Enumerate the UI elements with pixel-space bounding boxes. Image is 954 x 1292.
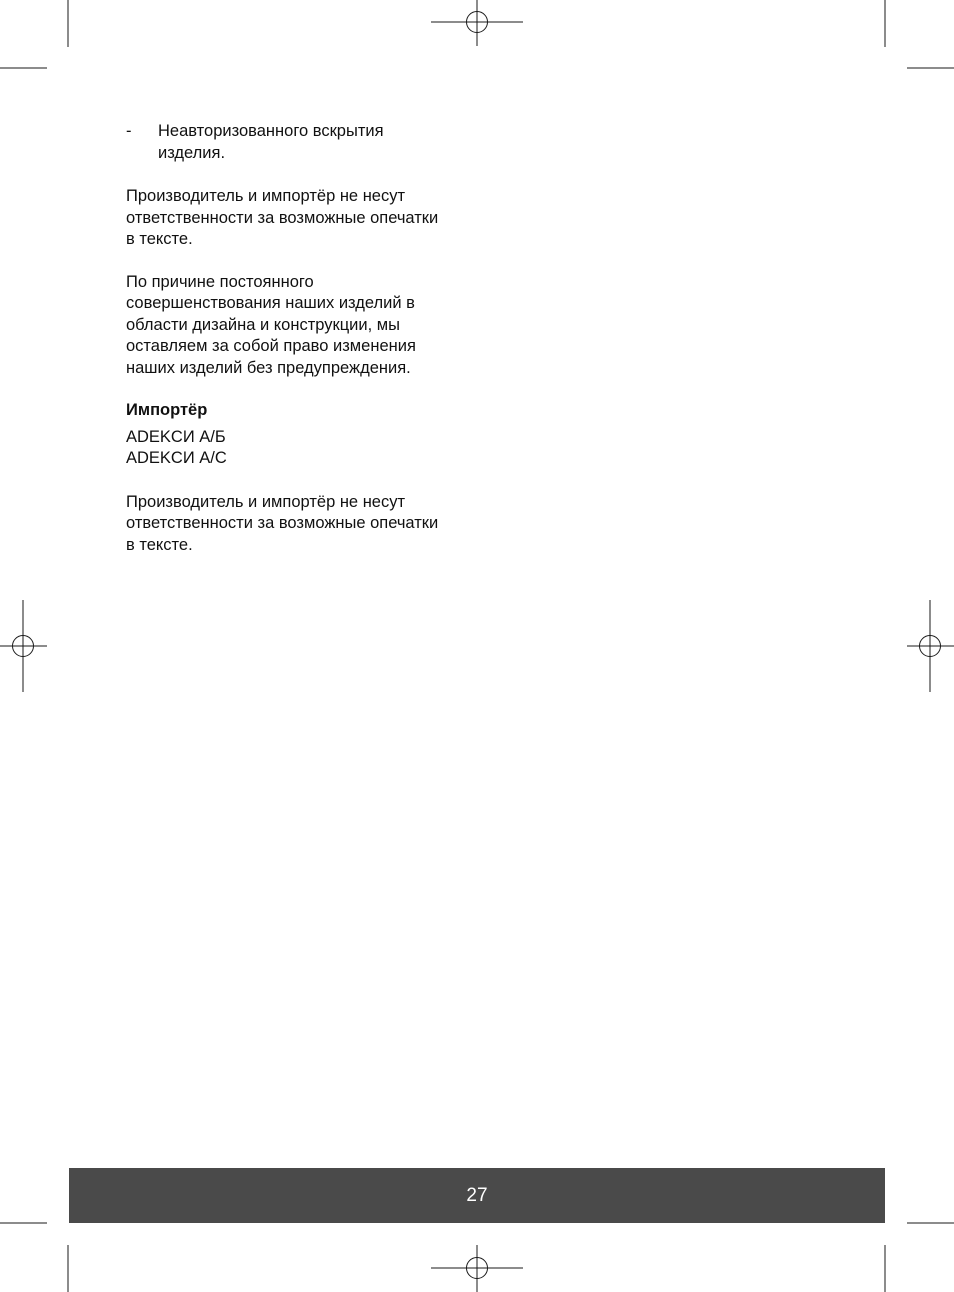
importer-block [126, 427, 471, 470]
bullet-marker: - [126, 122, 132, 140]
registration-target-icon [0, 600, 47, 692]
importer-line: ADEKCИ A/C [126, 449, 227, 467]
page-content [126, 121, 471, 577]
registration-target-icon [907, 600, 954, 692]
bullet-text: Неавторизованного вскрытия изделия. [158, 122, 384, 162]
registration-target-icon [431, 0, 523, 46]
design-change-paragraph: По причине постоянного совершенствования наших изделий в области дизайна и конструкции, мы оставляем за собой право изменения наших изделий без предупреждения. [126, 272, 416, 377]
footer-bar [69, 1168, 885, 1223]
disclaimer-paragraph-repeat: Производитель и импортёр не несут ответственности за возможные опечатки в тексте. [126, 492, 439, 554]
page-number: 27 [466, 1185, 488, 1206]
importer-line: ADEKCИ A/Б [126, 427, 226, 446]
disclaimer-paragraph: Производитель и импортёр не несут ответственности за возможные опечатки в тексте. [126, 187, 439, 248]
importer-heading: Импортёр [126, 401, 208, 419]
list-item [126, 121, 471, 164]
registration-target-icon [431, 1245, 523, 1292]
